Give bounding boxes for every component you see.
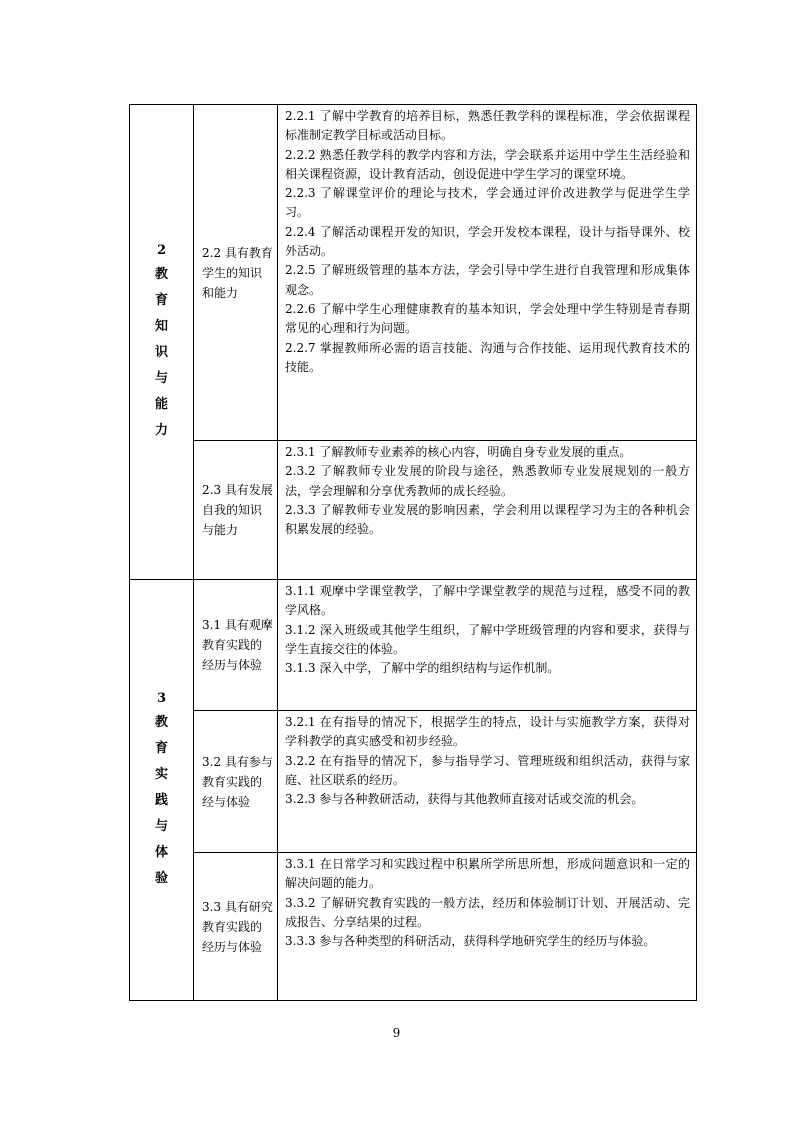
items-cell <box>278 853 697 1001</box>
sub-field-cell: 3.1 具有观摩教育实践的经历与体验 <box>194 580 278 711</box>
item-text: 3.3.2 了解研究教育实践的一般方法，经历和体验制订计划、开展活动、完成报告、分享结果的过程。 <box>285 895 690 929</box>
table-row <box>130 580 697 711</box>
domain-char: 力 <box>154 423 168 438</box>
domain-char: 育 <box>154 293 168 308</box>
item-text: 3.1.2 深入班级或其他学生组织，了解中学班级管理的内容和要求，获得与学生直接交往的体验。 <box>285 622 690 656</box>
item-text: 2.2.4 了解活动课程开发的知识，学会开发校本课程，设计与指导课外、校外活动。 <box>285 224 690 259</box>
items-cell <box>278 711 697 853</box>
domain-char: 实 <box>154 767 168 782</box>
item-text: 2.2.7 掌握教师所必需的语言技能、沟通与合作技能、运用现代教育技术的技能。 <box>285 340 690 374</box>
table-row <box>130 441 697 580</box>
item-text: 3.3.1 在日常学习和实践过程中积累所学所思所想，形成问题意识和一定的解决问题的能力。 <box>285 857 690 891</box>
page-number: 9 <box>392 1026 401 1040</box>
sub-field-cell: 3.2 具有参与教育实践的经与体验 <box>194 711 278 853</box>
domain-2-cell <box>130 105 194 580</box>
item-text: 3.2.1 在有指导的情况下，根据学生的特点，设计与实施教学方案，获得对学科教学的真实感受和初步经验。 <box>285 715 690 749</box>
item-text: 3.2.2 在有指导的情况下，参与指导学习、管理班级和组织活动，获得与家庭、社区联系的经历。 <box>285 753 690 787</box>
domain-char: 知 <box>154 319 168 334</box>
item-text: 2.3.2 了解教师专业发展的阶段与途径，熟悉教师专业发展规划的一般方法，学会理解和分享优秀教师的成长经验。 <box>285 464 690 498</box>
items-cell <box>278 580 697 711</box>
table-row <box>130 853 697 1001</box>
table-row <box>130 105 697 441</box>
table-row <box>130 711 697 853</box>
domain-char: 践 <box>154 793 168 808</box>
domain-char: 识 <box>154 345 168 360</box>
item-text: 2.2.2 熟悉任教学科的教学内容和方法，学会联系并运用中学生生活经验和相关课程资源，设计教育活动，创设促进中学生学习的课堂环境。 <box>285 147 690 181</box>
domain-number: 2 <box>156 243 167 258</box>
sub-field-cell: 2.2 具有教育学生的知识和能力 <box>194 105 278 441</box>
sub-field-cell: 2.3 具有发展自我的知识与能力 <box>194 441 278 580</box>
domain-char: 教 <box>154 715 168 730</box>
item-text: 2.2.3 了解课堂评价的理论与技术，学会通过评价改进教学与促进学生学习。 <box>285 186 690 220</box>
item-text: 2.2.6 了解中学生心理健康教育的基本知识，学会处理中学生特别是青春期常见的心理和行为问题。 <box>285 301 690 336</box>
domain-char: 能 <box>154 397 168 412</box>
item-text: 2.2.1 了解中学教育的培养目标，熟悉任教学科的课程标准，学会依据课程标准制定教学目标或活动目标。 <box>285 109 690 143</box>
items-cell <box>278 105 697 441</box>
items-cell <box>278 441 697 580</box>
item-text: 3.3.3 参与各种类型的科研活动，获得科学地研究学生的经历与体验。 <box>285 934 656 949</box>
domain-char: 与 <box>154 819 168 834</box>
item-text: 3.1.1 观摩中学课堂教学，了解中学课堂教学的规范与过程，感受不同的教学风格。 <box>285 584 690 618</box>
item-text: 3.2.3 参与各种教研活动，获得与其他教师直接对话或交流的机会。 <box>285 792 644 807</box>
item-text: 2.3.1 了解教师专业素养的核心内容，明确自身专业发展的重点。 <box>285 445 632 459</box>
domain-char: 教 <box>154 267 168 282</box>
standards-table <box>129 104 697 1001</box>
domain-char: 育 <box>154 741 168 756</box>
item-text: 2.2.5 了解班级管理的基本方法，学会引导中学生进行自我管理和形成集体观念。 <box>285 263 690 297</box>
domain-char: 体 <box>154 845 168 860</box>
item-text: 3.1.3 深入中学，了解中学的组织结构与运作机制。 <box>285 661 560 676</box>
sub-field-cell: 3.3 具有研究教育实践的经历与体验 <box>194 853 278 1001</box>
domain-3-cell <box>130 580 194 1001</box>
domain-number: 3 <box>156 691 167 706</box>
domain-char: 与 <box>154 371 168 386</box>
domain-char: 验 <box>154 871 168 886</box>
item-text: 2.3.3 了解教师专业发展的影响因素，学会利用以课程学习为主的各种机会积累发展的经验。 <box>285 502 690 537</box>
